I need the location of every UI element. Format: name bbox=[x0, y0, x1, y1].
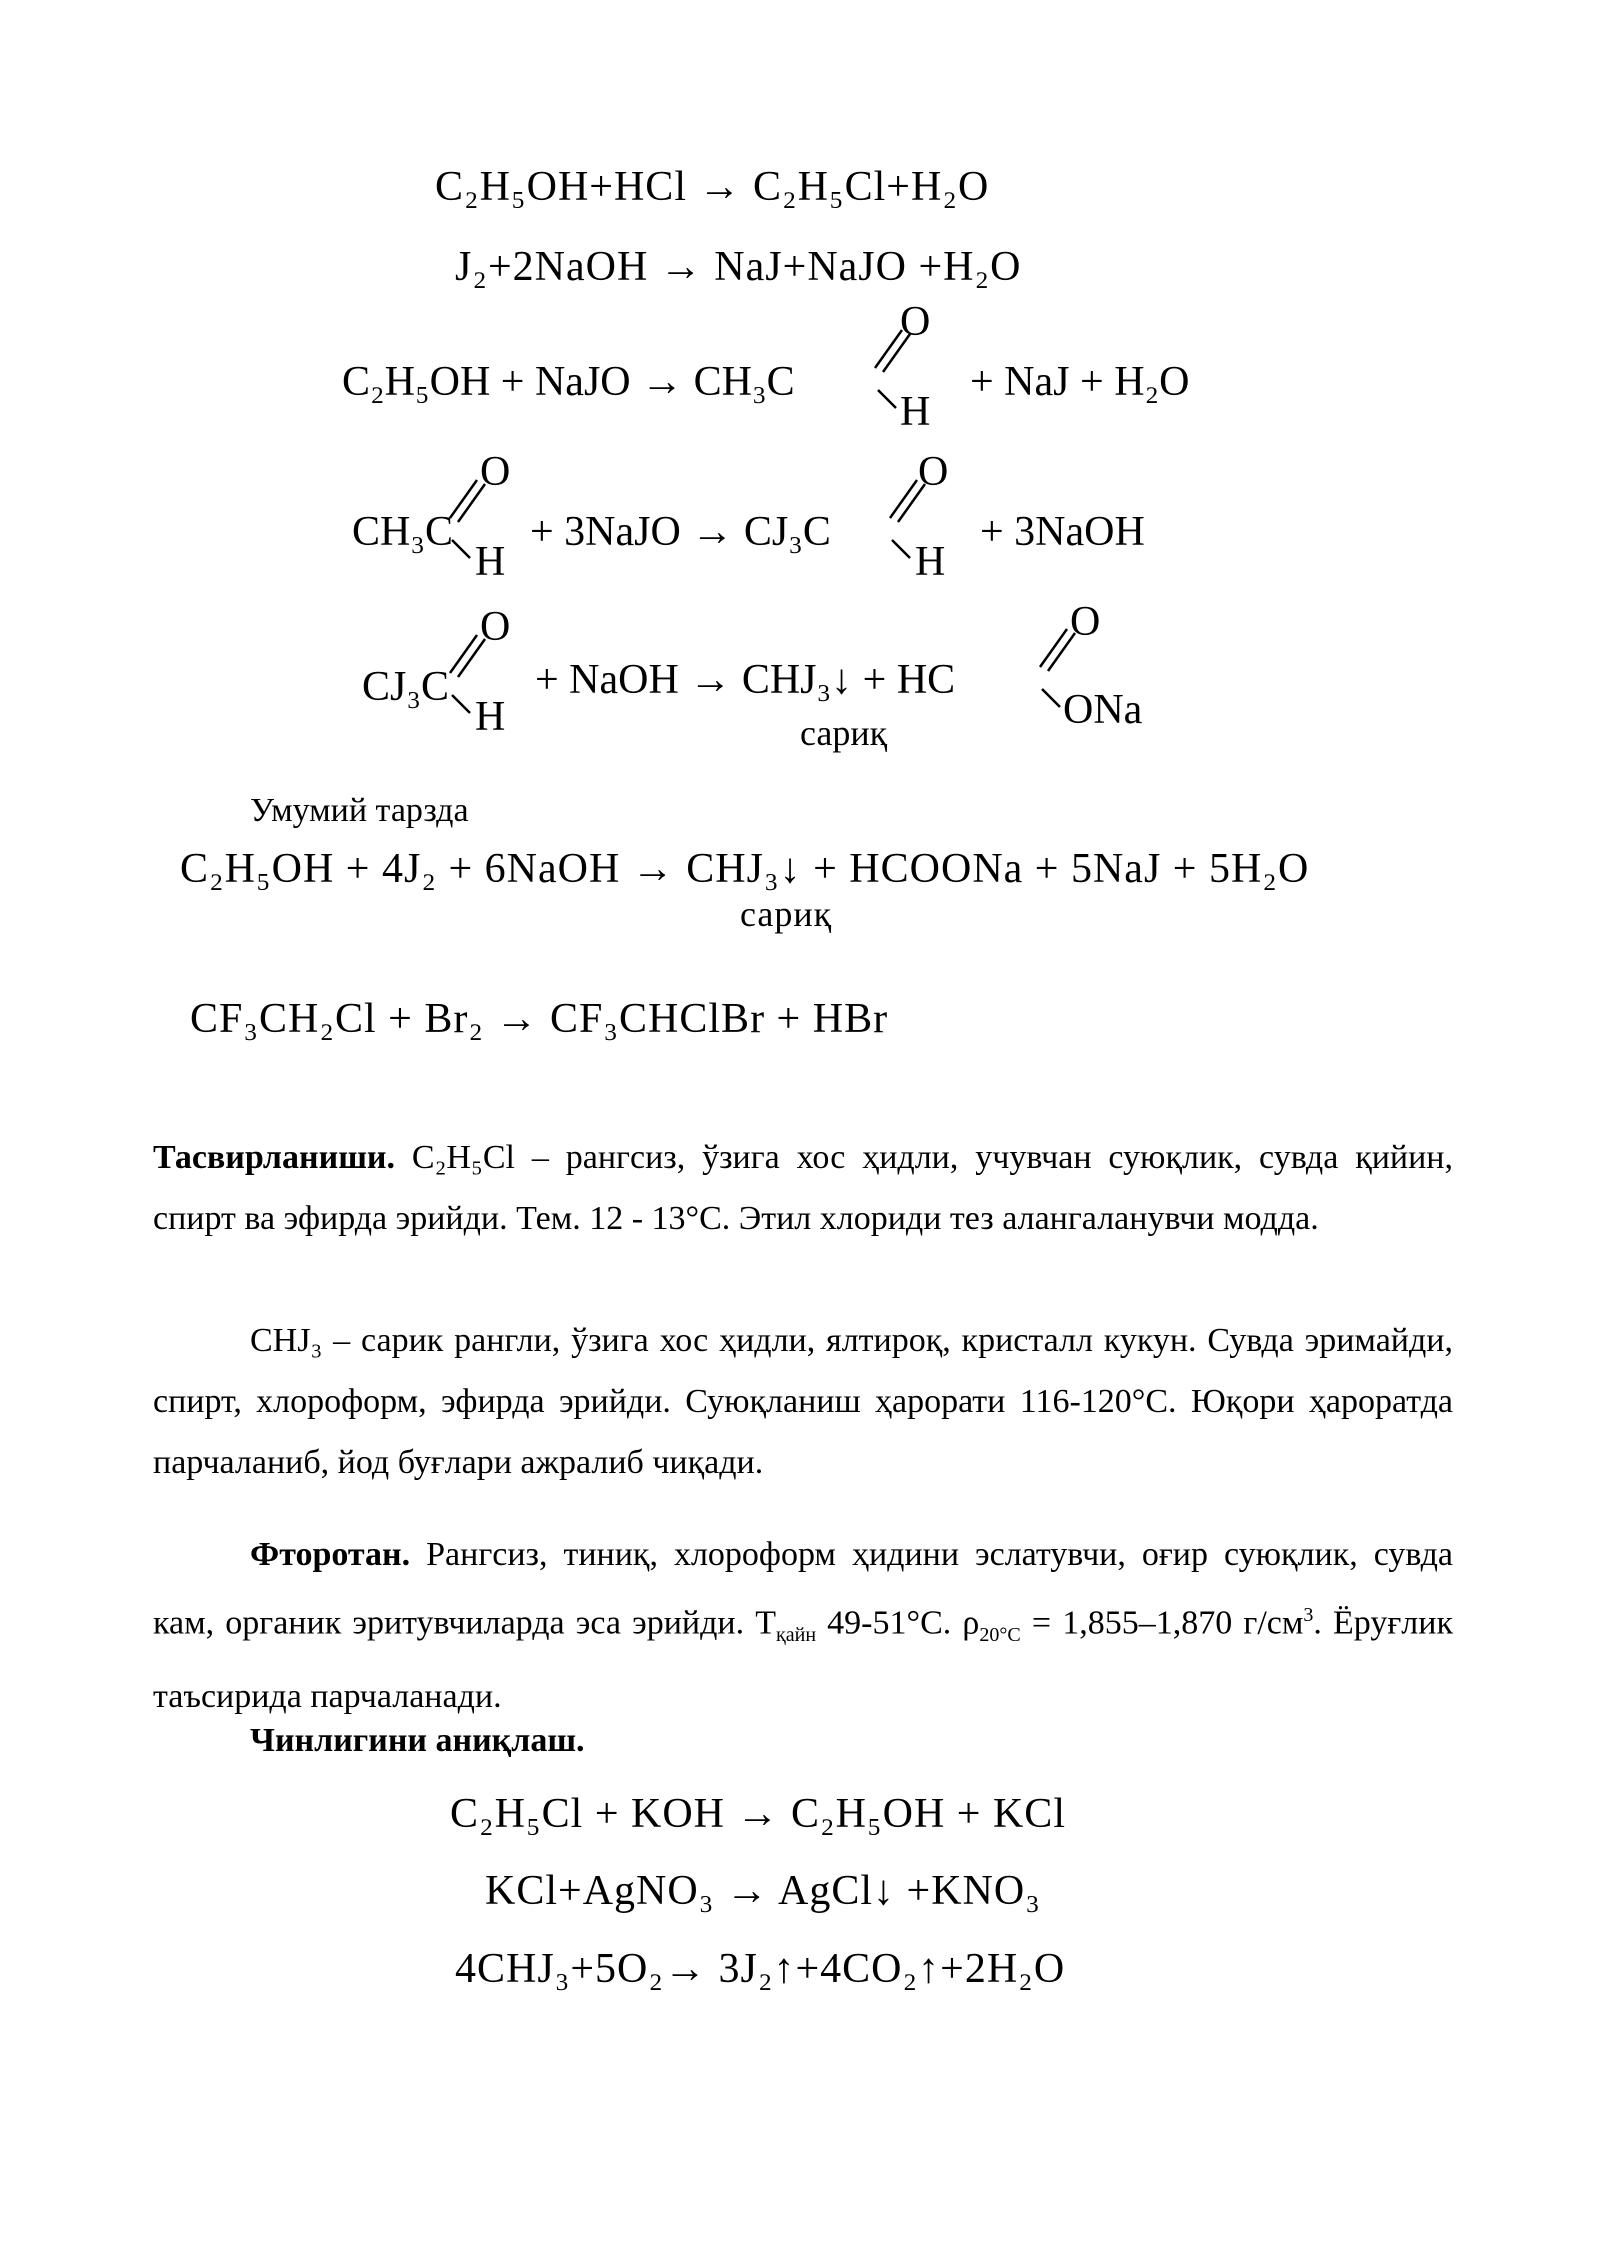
paragraph-text: – рангсиз, ўзига хос ҳидли, учувчан суюқлик, сувда қийин, спирт ва эфирда эрийди. Тем. 12 - 13°С. Этил хлориди тез алангаланувчи модда. bbox=[153, 1139, 1454, 1237]
oxygen-atom: O bbox=[1070, 599, 1101, 645]
single-bond-line bbox=[892, 540, 910, 558]
hydrogen-atom: H bbox=[900, 389, 931, 435]
paragraph-text: Рангсиз, тиниқ, хлороформ ҳидини эслатувчи, оғир суюқлик, сувда кам, органик эритувчиларда эса эрийди. Т bbox=[153, 1536, 1453, 1642]
equation-2: J₂+2NaOH → NaJ+NaJO +H₂O bbox=[455, 244, 1022, 290]
equation-5 bbox=[360, 599, 1260, 775]
description-paragraph bbox=[153, 1127, 1453, 1249]
equation-6: C₂H₅OH + 4J₂ + 6NaOH → CHJ₃↓ + HCOONa + 5NaJ + 5H₂O bbox=[180, 846, 1310, 892]
hydrogen-atom: H bbox=[915, 539, 946, 585]
oxygen-atom: O bbox=[480, 449, 511, 495]
equation-4-mid: + 3NaJO → CJ₃C bbox=[530, 509, 831, 555]
subscript-text: қайн bbox=[776, 1624, 817, 1647]
equation-10: 4CHJ₃+5O₂→ 3J₂↑+4CO₂↑+2H₂O bbox=[455, 1946, 1066, 1992]
fluorotane-paragraph bbox=[153, 1524, 1453, 1727]
yellow-precipitate-note: сариқ bbox=[800, 713, 888, 753]
iodoform-paragraph bbox=[153, 1310, 1453, 1493]
section-title: Фторотан. bbox=[250, 1536, 411, 1573]
equation-3-left: C₂H₅OH + NaJO → CH₃C bbox=[342, 359, 795, 405]
formula: CHJ₃ bbox=[250, 1322, 323, 1359]
single-bond-line bbox=[878, 390, 896, 408]
equation-3 bbox=[340, 299, 1300, 435]
general-form-label: Умумий тарзда bbox=[250, 792, 469, 829]
equation-3-right: + NaJ + H₂O bbox=[970, 359, 1190, 405]
oxygen-atom: O bbox=[900, 299, 931, 345]
single-bond-line bbox=[1042, 689, 1060, 707]
yellow-precipitate-note: сариқ bbox=[740, 894, 833, 934]
equation-5-mid: + NaOH → CHJ₃↓ + HC bbox=[535, 657, 956, 703]
paragraph-text: – сарик рангли, ўзига хос ҳидли, ялтироқ, кристалл кукун. Сувда эримайди, спирт, хлороформ, эфирда эрийди. Суюқланиш ҳарорати 116-120°С. Юқори ҳароратда парчаланиб, йод буғлари ажралиб чиқади. bbox=[153, 1322, 1453, 1481]
equation-7: CF₃CH₂Cl + Br₂ → CF₃CHClBr + HBr bbox=[190, 996, 889, 1042]
paragraph-text: . Ёруғлик таъсирида парчаланади. bbox=[153, 1604, 1453, 1716]
equation-4-left: CH₃C bbox=[352, 509, 454, 555]
equation-4 bbox=[350, 449, 1250, 585]
hydrogen-atom: H bbox=[475, 539, 506, 585]
hydrogen-atom: H bbox=[475, 694, 506, 740]
oxygen-atom: O bbox=[918, 449, 949, 495]
equation-1: C₂H₅OH+HCl → C₂H₅Cl+H₂O bbox=[435, 164, 990, 210]
paragraph-text: = 1,855–1,870 г/см bbox=[1020, 1604, 1304, 1642]
equation-5-right: ONa bbox=[1063, 687, 1143, 733]
formula: C₂H₅Cl bbox=[411, 1139, 515, 1176]
identification-section bbox=[153, 1710, 1453, 1771]
oxygen-atom: O bbox=[480, 604, 511, 650]
section-title: Тасвирланиши. bbox=[153, 1139, 395, 1176]
equation-5-left: CJ₃C bbox=[362, 664, 450, 710]
equation-4-right: + 3NaOH bbox=[980, 509, 1145, 555]
section-title: Чинлигини аниқлаш. bbox=[250, 1722, 585, 1759]
subscript-text: 20°С bbox=[979, 1624, 1021, 1647]
equation-9: KCl+AgNO₃ → AgCl↓ +KNO₃ bbox=[485, 1868, 1041, 1914]
paragraph-text: 49-51°С. ρ bbox=[816, 1604, 980, 1642]
superscript-text: 3 bbox=[1303, 1604, 1314, 1626]
single-bond-line bbox=[452, 540, 470, 558]
single-bond-line bbox=[452, 695, 470, 713]
equation-8: C₂H₅Cl + KOH → C₂H₅OH + KCl bbox=[450, 1791, 1066, 1837]
